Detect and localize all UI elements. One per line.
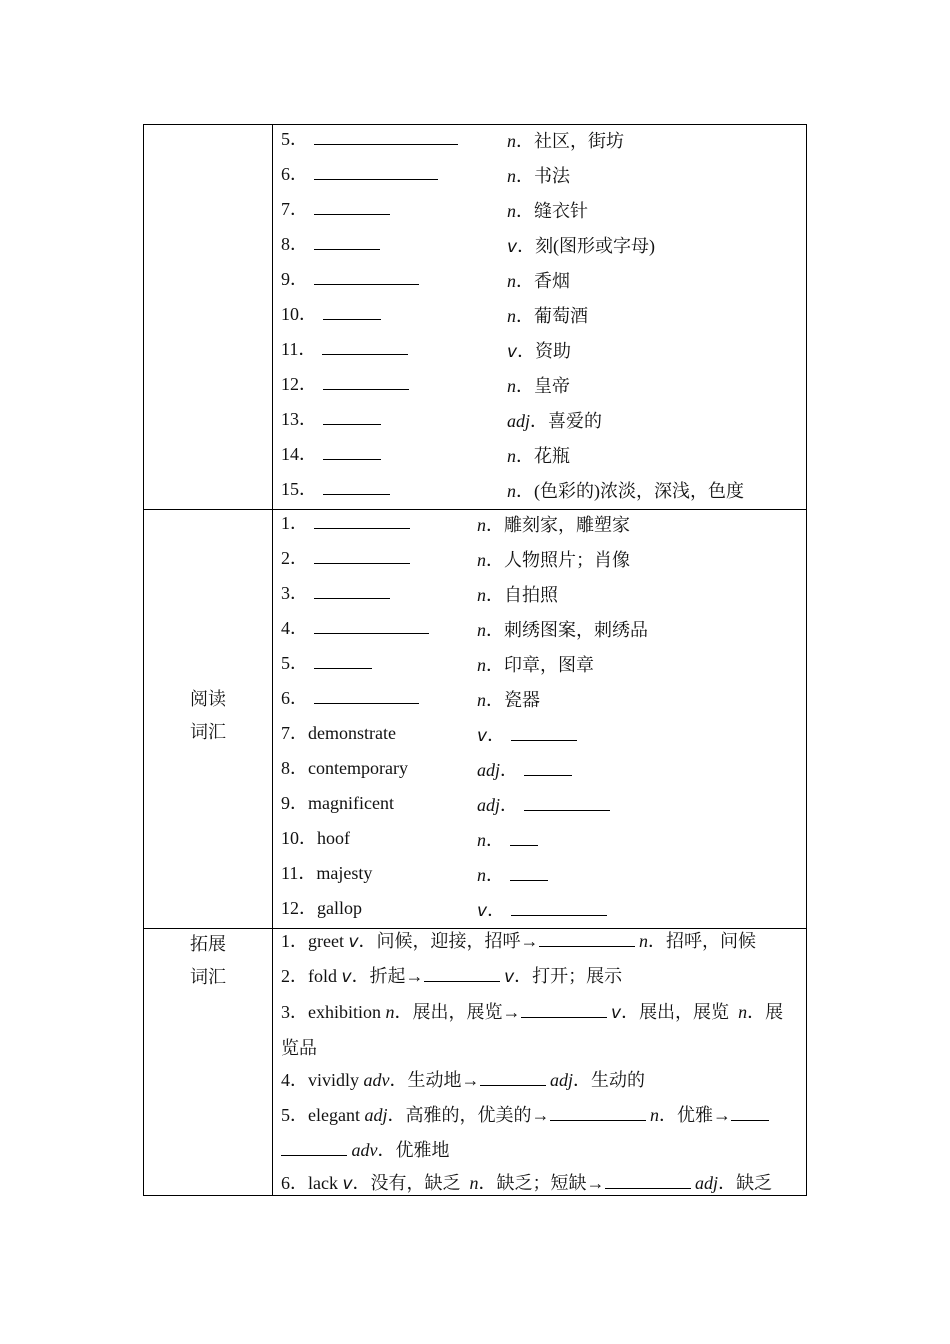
item-meaning: n．人物照片；肖像 <box>477 550 630 570</box>
item-meaning: n．刺绣图案，刺绣品 <box>477 620 648 640</box>
answer-blank[interactable] <box>314 581 390 599</box>
list-item: 12．gallop <box>281 898 362 918</box>
list-item: 9．magnificent <box>281 793 394 813</box>
list-item: 11． <box>281 337 408 372</box>
item-meaning: n．花瓶 <box>507 446 570 466</box>
item-meaning: n．社区，街坊 <box>507 131 624 151</box>
list-item: 7．demonstrate <box>281 723 396 743</box>
section-3-label-cell <box>144 928 273 1195</box>
list-item: 12． <box>281 372 409 407</box>
list-item: 15． <box>281 477 390 512</box>
list-item: 8．contemporary <box>281 758 408 778</box>
list-item: 5．elegant adj．高雅的，优美的→ n．优雅→ adv．优雅地 <box>281 1098 798 1168</box>
answer-blank[interactable] <box>323 477 390 495</box>
list-item: 3．exhibition n．展出，展览→ v．展出，展览 n．展览品 <box>281 995 798 1066</box>
item-meaning: adj． <box>477 756 572 782</box>
item-meaning: n．书法 <box>507 166 570 186</box>
list-item: 2． <box>281 546 410 581</box>
list-item: 1． <box>281 511 410 546</box>
answer-blank[interactable] <box>323 442 381 460</box>
answer-blank[interactable] <box>314 511 410 529</box>
list-item: 1．greet v．问候，迎接，招呼→ n．招呼，问候 <box>281 924 798 959</box>
list-item: 7． <box>281 197 390 232</box>
list-item: 8． <box>281 232 380 267</box>
item-meaning: v．刻(图形或字母) <box>507 236 656 257</box>
answer-blank[interactable] <box>314 197 390 215</box>
item-meaning: n．(色彩的)浓淡，深浅，色度 <box>507 481 744 501</box>
answer-blank[interactable] <box>314 127 458 145</box>
list-item: 2．fold v．折起→ v．打开；展示 <box>281 959 798 994</box>
answer-blank[interactable] <box>323 302 381 320</box>
section-3-label-line1: 拓展 <box>190 934 226 954</box>
list-item: 5． <box>281 651 372 686</box>
item-meaning: n．皇帝 <box>507 376 570 396</box>
list-item: 6． <box>281 686 419 721</box>
answer-blank[interactable] <box>314 546 410 564</box>
answer-blank[interactable] <box>511 898 607 916</box>
section-1-label-cell <box>144 125 273 509</box>
answer-blank[interactable] <box>521 999 607 1018</box>
answer-blank[interactable] <box>510 828 538 846</box>
answer-blank[interactable] <box>550 1102 646 1121</box>
answer-blank[interactable] <box>424 963 500 982</box>
answer-blank[interactable] <box>314 162 438 180</box>
item-meaning: n．瓷器 <box>477 690 540 710</box>
section-2-label-line2: 词汇 <box>190 722 226 742</box>
answer-blank[interactable] <box>322 337 408 355</box>
answer-blank[interactable] <box>314 686 419 704</box>
list-item: 14． <box>281 442 381 477</box>
item-meaning: v． <box>477 721 577 747</box>
section-2-label-line1: 阅读 <box>190 689 226 709</box>
item-meaning: v． <box>477 896 607 922</box>
list-item: 3． <box>281 581 390 616</box>
list-item: 4． <box>281 616 429 651</box>
answer-blank[interactable] <box>524 793 610 811</box>
item-meaning: n．自拍照 <box>477 585 558 605</box>
answer-blank[interactable] <box>281 1137 347 1156</box>
vocabulary-table <box>143 124 807 1196</box>
list-item: 10． <box>281 302 381 337</box>
item-meaning: n． <box>477 826 538 852</box>
section-3-label-line2: 词汇 <box>190 967 226 987</box>
section-2-label-cell <box>144 509 273 928</box>
answer-blank[interactable] <box>314 651 372 669</box>
answer-blank[interactable] <box>323 372 409 390</box>
answer-blank[interactable] <box>511 723 577 741</box>
item-meaning: adj．喜爱的 <box>507 411 603 431</box>
answer-blank[interactable] <box>539 928 635 947</box>
item-meaning: n． <box>477 861 548 887</box>
answer-blank[interactable] <box>731 1102 769 1121</box>
list-item: 6．lack v．没有，缺乏 n．缺乏；短缺→ adj．缺乏 <box>281 1166 798 1201</box>
answer-blank[interactable] <box>314 232 380 250</box>
item-meaning: n．雕刻家，雕塑家 <box>477 515 630 535</box>
answer-blank[interactable] <box>510 863 548 881</box>
item-meaning: n．香烟 <box>507 271 570 291</box>
section-2-row <box>144 509 806 929</box>
item-meaning: n．葡萄酒 <box>507 306 588 326</box>
list-item: 9． <box>281 267 419 302</box>
list-item: 10．hoof <box>281 828 350 848</box>
item-meaning: n．印章，图章 <box>477 655 594 675</box>
section-1-row <box>144 125 806 510</box>
list-item: 11．majesty <box>281 863 373 883</box>
answer-blank[interactable] <box>480 1067 546 1086</box>
answer-blank[interactable] <box>314 267 419 285</box>
list-item: 5． <box>281 127 458 162</box>
list-item: 4．vividly adv．生动地→ adj．生动的 <box>281 1063 798 1097</box>
section-3-row <box>144 928 806 1195</box>
list-item: 13． <box>281 407 381 442</box>
list-item: 6． <box>281 162 438 197</box>
item-meaning: v．资助 <box>507 341 572 362</box>
item-meaning: adj． <box>477 791 610 817</box>
item-meaning: n．缝衣针 <box>507 201 588 221</box>
answer-blank[interactable] <box>605 1170 691 1189</box>
answer-blank[interactable] <box>524 758 572 776</box>
answer-blank[interactable] <box>314 616 429 634</box>
answer-blank[interactable] <box>323 407 381 425</box>
